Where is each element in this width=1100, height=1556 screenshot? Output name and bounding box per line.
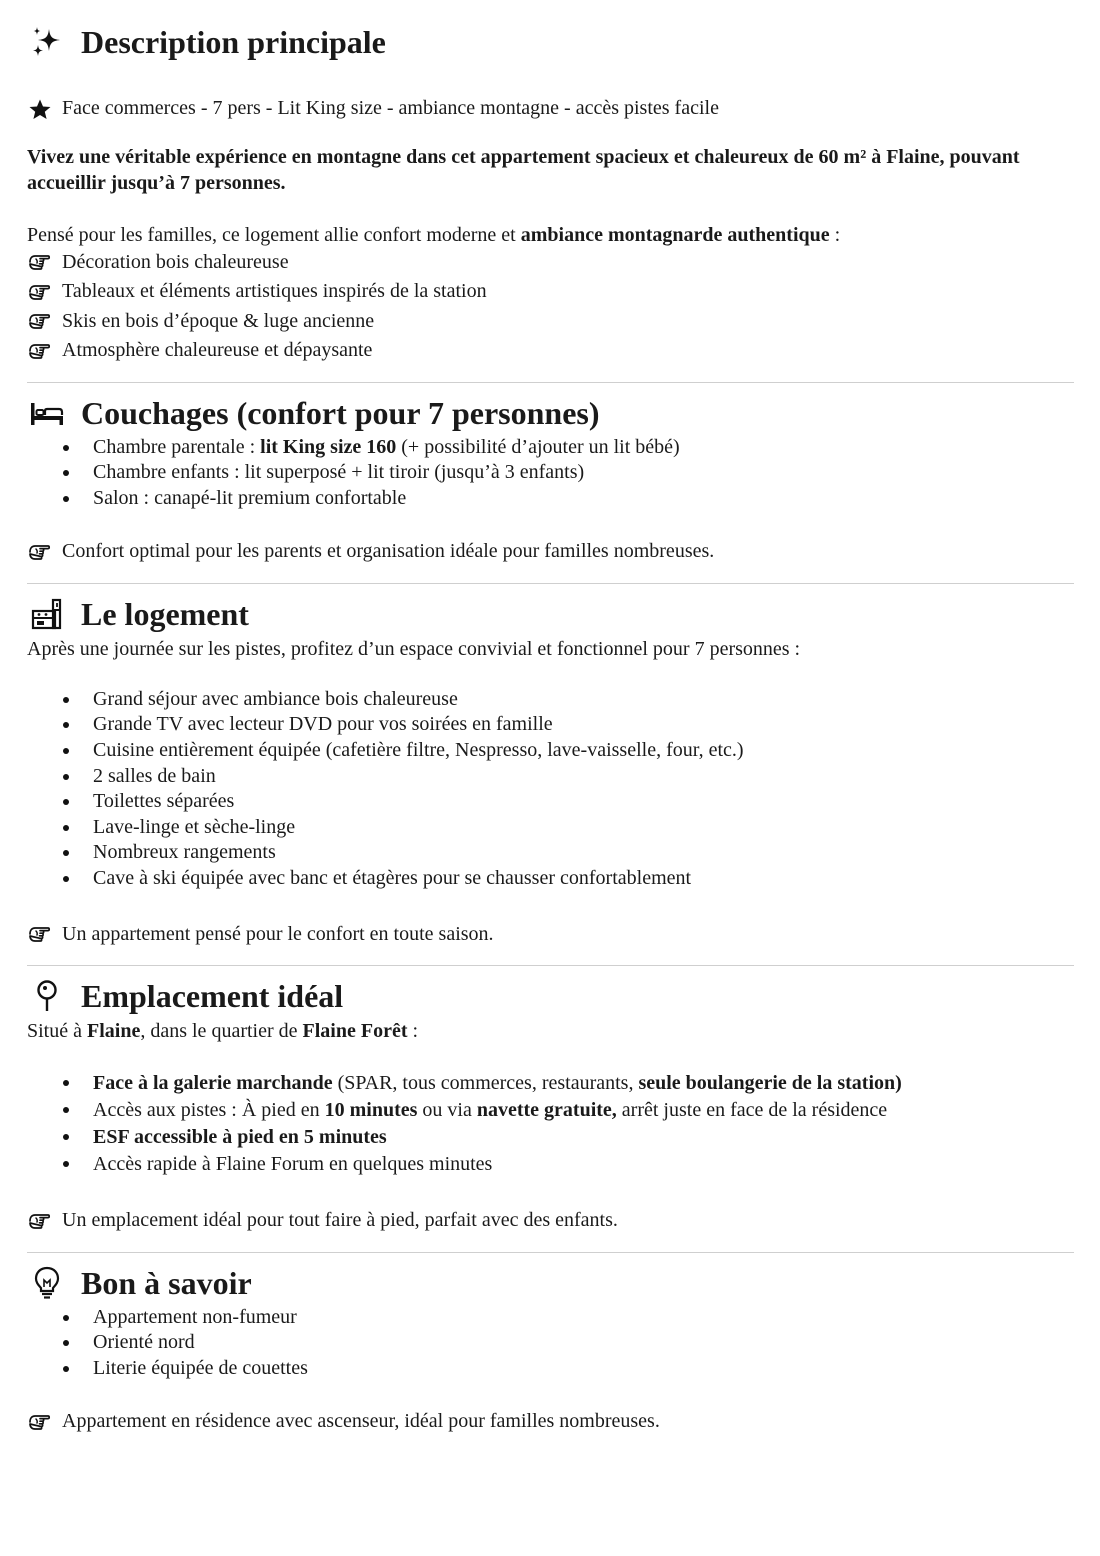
pointing-hand-icon — [27, 923, 53, 945]
text-run-bold: Face à la galerie marchande — [93, 1072, 333, 1095]
intro-paragraph — [27, 144, 1074, 196]
section-title-bon-a-savoir — [27, 1263, 1074, 1303]
section-title-text: Emplacement idéal — [81, 978, 344, 1015]
bed-icon — [27, 393, 67, 433]
text-run-bold: lit King size 160 — [260, 435, 397, 458]
logement-intro: Après une journée sur les pistes, profitez d’un espace convivial et fonctionnel pour 7 personnes : — [27, 637, 801, 660]
text-run-bold: 10 minutes — [324, 1099, 418, 1122]
list-item: Nombreux rangements — [93, 840, 1074, 866]
list-item: Literie équipée de couettes — [93, 1356, 1074, 1382]
text-run: : — [829, 223, 841, 246]
text-run-bold: navette gratuite, — [476, 1099, 617, 1122]
text-run: Situé à — [27, 1020, 87, 1043]
text-run-bold: ESF accessible à pied en 5 minutes — [93, 1126, 387, 1149]
note-emplacement — [27, 1206, 1074, 1236]
section-title-description — [27, 22, 1074, 62]
text-run-bold: Flaine Forêt — [302, 1020, 408, 1043]
feature-point — [27, 248, 1074, 278]
text-run: (+ possibilité d’ajouter un lit bébé) — [396, 435, 680, 458]
text-run-bold: ) — [895, 1072, 902, 1095]
list-item: Cuisine entièrement équipée (cafetière filtre, Nespresso, lave-vaisselle, four, etc.) — [93, 738, 1074, 764]
list-item — [93, 1097, 1074, 1124]
sparkles-icon — [27, 22, 67, 62]
kitchen-icon — [27, 594, 67, 634]
tagline — [27, 94, 1074, 124]
list-item: Orienté nord — [93, 1330, 1074, 1356]
pointing-hand-icon — [27, 541, 53, 563]
text-run-bold: seule boulangerie de la station — [638, 1072, 896, 1095]
list-item: Grand séjour avec ambiance bois chaleureuse — [93, 687, 1074, 713]
note-text: Un emplacement idéal pour tout faire à pied, parfait avec des enfants. — [62, 1209, 618, 1232]
text-run: Accès aux pistes : À pied en — [93, 1099, 325, 1122]
text-run: ou via — [417, 1099, 477, 1122]
feature-point — [27, 277, 1074, 307]
text-run: arrêt juste en face de la résidence — [616, 1099, 888, 1122]
feature-point-text: Atmosphère chaleureuse et dépaysante — [62, 339, 373, 361]
list-item: Cave à ski équipée avec banc et étagères pour se chausser confortablement — [93, 866, 1074, 892]
note-text: Appartement en résidence avec ascenseur, idéal pour familles nombreuses. — [62, 1410, 660, 1433]
list-item: Grande TV avec lecteur DVD pour vos soirées en famille — [93, 712, 1074, 738]
feature-point — [27, 336, 1074, 366]
pointing-hand-icon — [27, 310, 53, 332]
pointing-hand-icon — [27, 281, 53, 303]
feature-points — [27, 248, 1074, 366]
text-run: Accès rapide à Flaine Forum en quelques minutes — [93, 1153, 493, 1176]
section-title-text: Description principale — [81, 24, 386, 60]
text-run-bold: ambiance montagnarde authentique — [520, 223, 830, 246]
bon-a-savoir-list — [27, 1305, 1074, 1382]
section-title-emplacement — [27, 976, 1074, 1016]
section-title-couchages — [27, 393, 1074, 433]
intro-bold-text: Vivez une véritable expérience en montagne dans cet appartement spacieux et chaleureux de 60 m² à Flaine, pouvant accueillir jusqu’à 7 personnes. — [27, 145, 1020, 194]
text-run: Chambre parentale : — [93, 435, 261, 458]
pointing-hand-icon — [27, 340, 53, 362]
lightbulb-icon — [27, 1263, 67, 1303]
feature-point-text: Décoration bois chaleureuse — [62, 250, 289, 273]
list-item — [93, 1151, 1074, 1178]
list-item: 2 salles de bain — [93, 764, 1074, 790]
text-run: (SPAR, tous commerces, restaurants, — [332, 1072, 639, 1095]
note-couchages — [27, 537, 1074, 567]
list-item: Chambre enfants : lit superposé + lit tiroir (jusqu’à 3 enfants) — [93, 460, 1074, 486]
section-title-text: Le logement — [81, 595, 249, 632]
emplacement-list — [27, 1070, 1074, 1178]
pointing-hand-icon — [27, 1411, 53, 1433]
list-item — [93, 435, 1074, 461]
pointing-hand-icon — [27, 1210, 53, 1232]
text-run: Pensé pour les familles, ce logement allie confort moderne et — [27, 223, 521, 246]
sleeping-list — [27, 435, 1074, 512]
emplacement-intro — [27, 1018, 1074, 1044]
star-icon — [27, 98, 53, 120]
list-item: Salon : canapé-lit premium confortable — [93, 486, 1074, 512]
text-run: , dans le quartier de — [140, 1020, 303, 1043]
list-item — [93, 1070, 1074, 1097]
section-title-logement — [27, 594, 1074, 634]
tagline-text: Face commerces - 7 pers - Lit King size - ambiance montagne - accès pistes facile — [62, 97, 719, 119]
note-text: Un appartement pensé pour le confort en toute saison. — [62, 922, 494, 945]
feature-point — [27, 307, 1074, 337]
logement-list — [27, 687, 1074, 892]
text-run-bold: Flaine — [87, 1020, 141, 1043]
section-title-text: Couchages (confort pour 7 personnes) — [81, 394, 600, 431]
pin-icon — [27, 976, 67, 1016]
note-bon-a-savoir — [27, 1407, 1074, 1437]
feature-point-text: Skis en bois d’époque & luge ancienne — [62, 309, 375, 332]
list-item: Appartement non-fumeur — [93, 1305, 1074, 1331]
list-item — [93, 1124, 1074, 1151]
list-item: Toilettes séparées — [93, 789, 1074, 815]
pointing-hand-icon — [27, 251, 53, 273]
family-paragraph — [27, 222, 1074, 248]
list-item: Lave-linge et sèche-linge — [93, 815, 1074, 841]
note-text: Confort optimal pour les parents et organisation idéale pour familles nombreuses. — [62, 540, 715, 563]
note-logement — [27, 920, 1074, 950]
text-run: : — [407, 1020, 419, 1043]
feature-point-text: Tableaux et éléments artistiques inspirés de la station — [62, 280, 487, 302]
section-title-text: Bon à savoir — [81, 1264, 252, 1301]
